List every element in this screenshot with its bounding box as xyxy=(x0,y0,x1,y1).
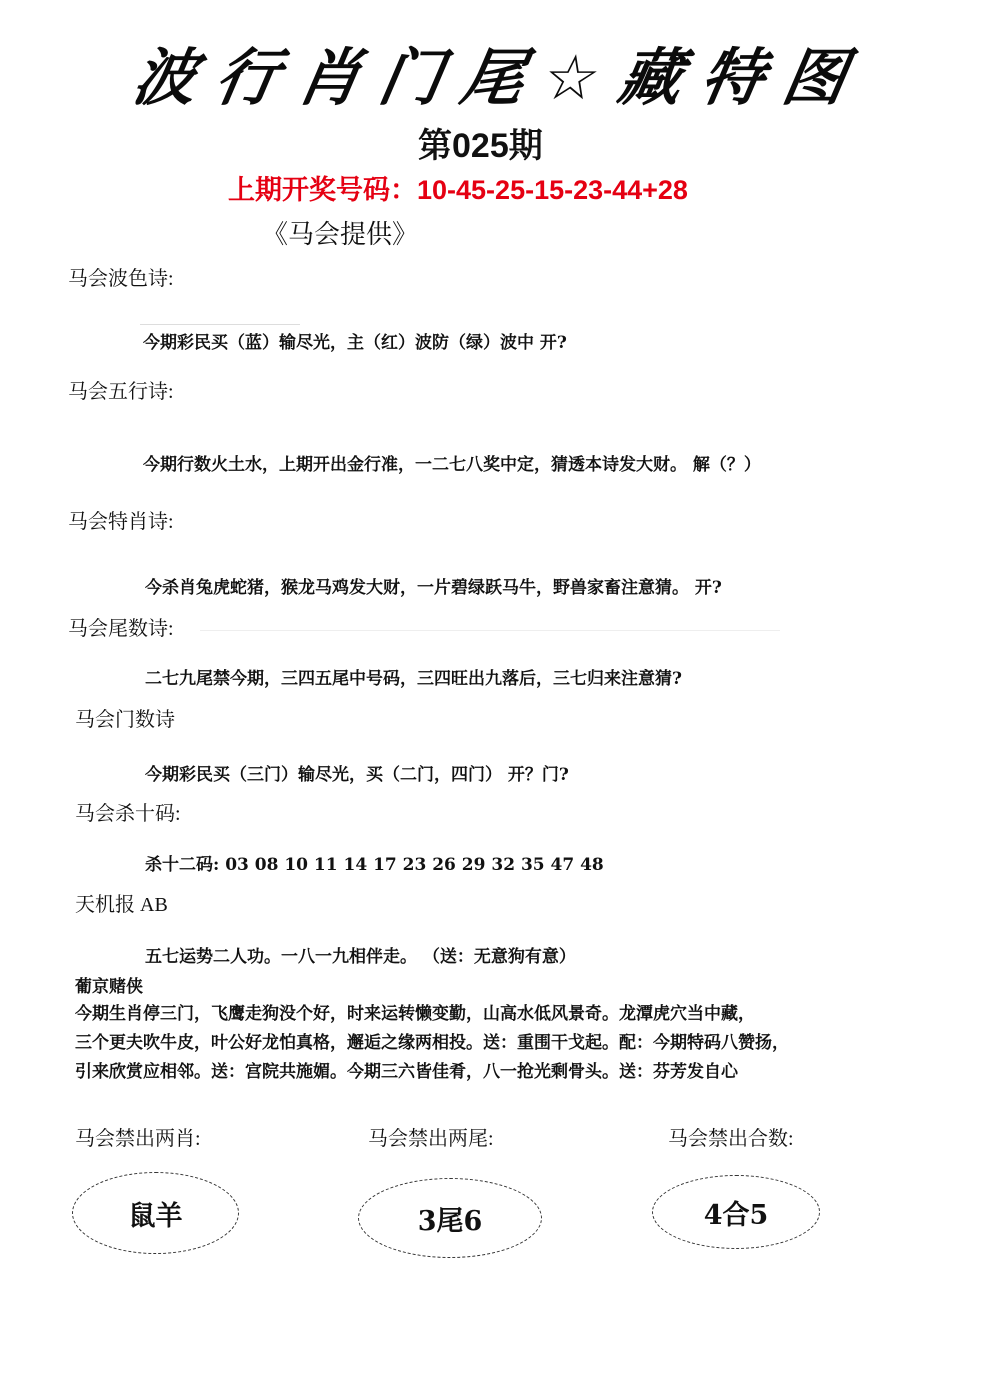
last-draw-numbers: 10-45-25-15-23-44+28 xyxy=(417,175,688,205)
ban-label-tail: 马会禁出两尾: xyxy=(368,1128,494,1150)
issue-number: 第025期 xyxy=(418,127,543,165)
poem-wave-color: 今期彩民买（蓝）输尽光，主（红）波防（绿）波中 开? xyxy=(143,333,567,353)
ban-value-zodiac: 鼠羊 xyxy=(72,1172,239,1254)
last-draw-label: 上期开奖号码： xyxy=(228,175,417,205)
section-label-wave-color: 马会波色诗: xyxy=(68,268,174,290)
section-label-kill-ten: 马会杀十码: xyxy=(75,803,181,825)
section-label-tianji: 天机报 AB xyxy=(75,894,168,916)
provider-note: 《马会提供》 xyxy=(262,220,419,250)
page-title: 波行肖门尾☆藏特图 xyxy=(127,41,873,114)
kill-twelve-numbers: 杀十二码: 03 08 10 11 14 17 23 26 29 32 35 47 48 xyxy=(145,855,604,875)
poem-tail-number: 二七九尾禁今期，三四五尾中号码，三四旺出九落后，三七归来注意猜? xyxy=(145,669,682,689)
puzhu-title: 葡京赌侠 xyxy=(75,977,143,997)
puzhu-line: 引来欣赏应相邻。送：宫院共施媚。今期三六皆佳肴，八一抢光剩骨头。送：芬芳发自心 xyxy=(75,1062,738,1082)
section-label-door-number: 马会门数诗 xyxy=(75,709,175,731)
section-label-five-elements: 马会五行诗: xyxy=(68,381,174,403)
puzhu-line: 三个更夫吹牛皮，叶公好龙怕真格，邂逅之缘两相投。送：重围干戈起。配：今期特码八赞扬， xyxy=(75,1033,789,1053)
poem-five-elements: 今期行数火土水，上期开出金行准，一二七八奖中定，猜透本诗发大财。 解（？） xyxy=(143,455,761,475)
poem-special-zodiac: 今杀肖兔虎蛇猪，猴龙马鸡发大财，一片碧绿跃马牛，野兽家畜注意猜。 开? xyxy=(145,578,722,598)
poem-door-number: 今期彩民买（三门）输尽光，买（二门，四门） 开？门? xyxy=(145,765,569,785)
last-draw-result xyxy=(228,168,688,207)
puzhu-line: 今期生肖停三门，飞鹰走狗没个好，时来运转懒变勤，山高水低风景奇。龙潭虎穴当中藏， xyxy=(75,1004,755,1024)
section-label-tail-number: 马会尾数诗: xyxy=(68,618,174,640)
section-label-special-zodiac: 马会特肖诗: xyxy=(68,511,174,533)
ban-value-sum: 4合5 xyxy=(652,1175,820,1249)
poem-tianji: 五七运势二人功。一八一九相伴走。 （送：无意狗有意） xyxy=(145,947,576,967)
ban-label-sum: 马会禁出合数: xyxy=(668,1128,794,1150)
puzhu-paragraph xyxy=(75,1000,935,1087)
divider xyxy=(200,630,780,631)
ban-label-zodiac: 马会禁出两肖: xyxy=(75,1128,201,1150)
ban-value-tail: 3尾6 xyxy=(358,1178,542,1258)
divider xyxy=(140,324,300,325)
